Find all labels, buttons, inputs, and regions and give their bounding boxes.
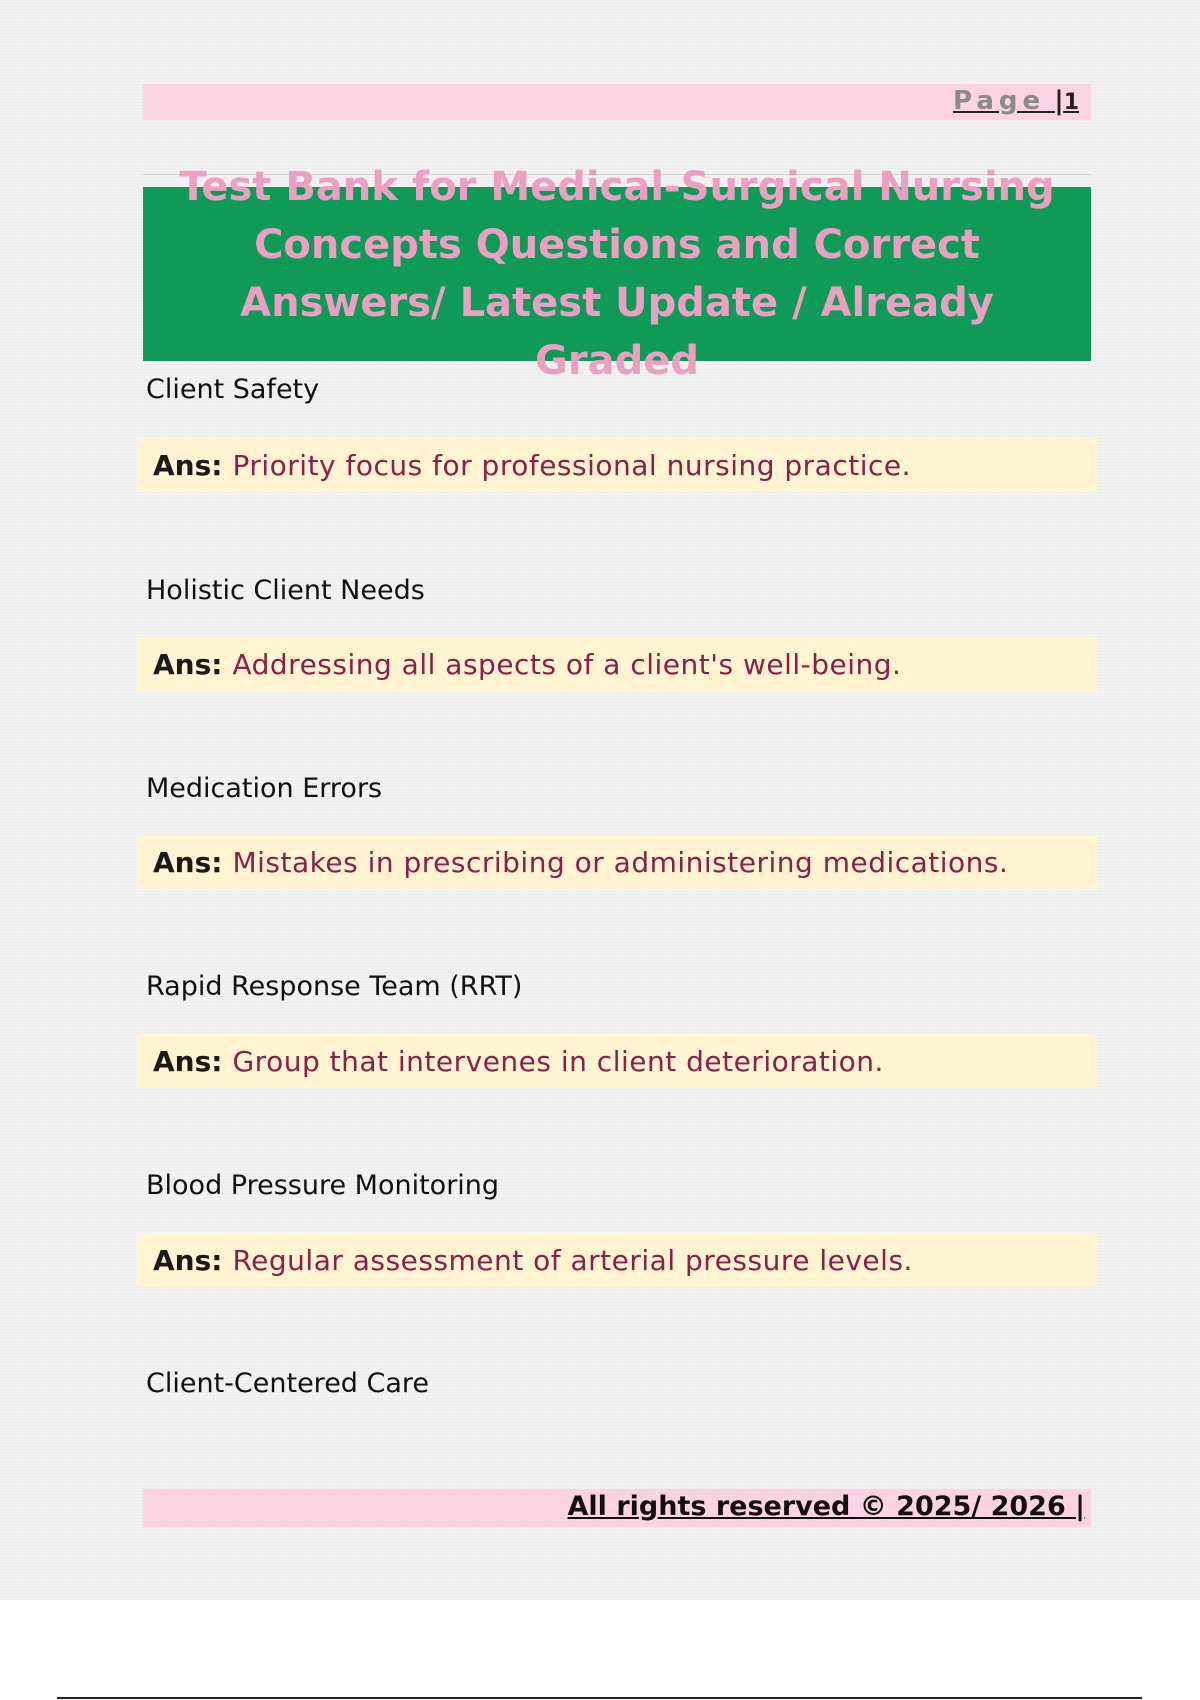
- question-term: Rapid Response Team (RRT): [146, 971, 523, 1002]
- question-term: Client-Centered Care: [146, 1368, 430, 1399]
- title-banner: [143, 164, 1091, 384]
- answer-label: Ans:: [153, 1044, 223, 1078]
- answer-label: Ans:: [153, 448, 223, 482]
- answer-label: Ans:: [153, 1243, 223, 1277]
- page-separator: |: [1054, 86, 1064, 116]
- page-bottom-divider: [57, 1697, 1142, 1699]
- answer-box: [137, 835, 1097, 889]
- question-term: Blood Pressure Monitoring: [146, 1170, 500, 1201]
- page-header-bar: [143, 84, 1091, 120]
- answer-text: Group that intervenes in client deterioration.: [232, 1044, 884, 1078]
- answer-text: Regular assessment of arterial pressure levels.: [232, 1243, 913, 1277]
- question-term: Medication Errors: [146, 773, 383, 804]
- question-term: Holistic Client Needs: [146, 575, 425, 606]
- copyright-notice: All rights reserved © 2025/ 2026 |: [567, 1491, 1085, 1522]
- page-number-label: [953, 86, 1079, 116]
- page-footer-bar: [143, 1489, 1091, 1527]
- answer-box: [137, 1233, 1097, 1287]
- document-title: Test Bank for Medical-Surgical Nursing Concepts Questions and Correct Answers/ Latest Update / Already Graded: [179, 164, 1055, 384]
- page-word: Page: [952, 86, 1046, 116]
- answer-text: Priority focus for professional nursing practice.: [232, 448, 912, 482]
- answer-box: [137, 637, 1097, 691]
- answer-label: Ans:: [153, 845, 223, 879]
- page-number: 1: [1063, 90, 1079, 115]
- answer-box: [137, 1034, 1097, 1088]
- answer-text: Mistakes in prescribing or administering medications.: [232, 845, 1009, 879]
- answer-text: Addressing all aspects of a client's well-being.: [232, 647, 902, 681]
- question-term: Client Safety: [146, 374, 320, 405]
- answer-box: [137, 438, 1097, 492]
- answer-label: Ans:: [153, 647, 223, 681]
